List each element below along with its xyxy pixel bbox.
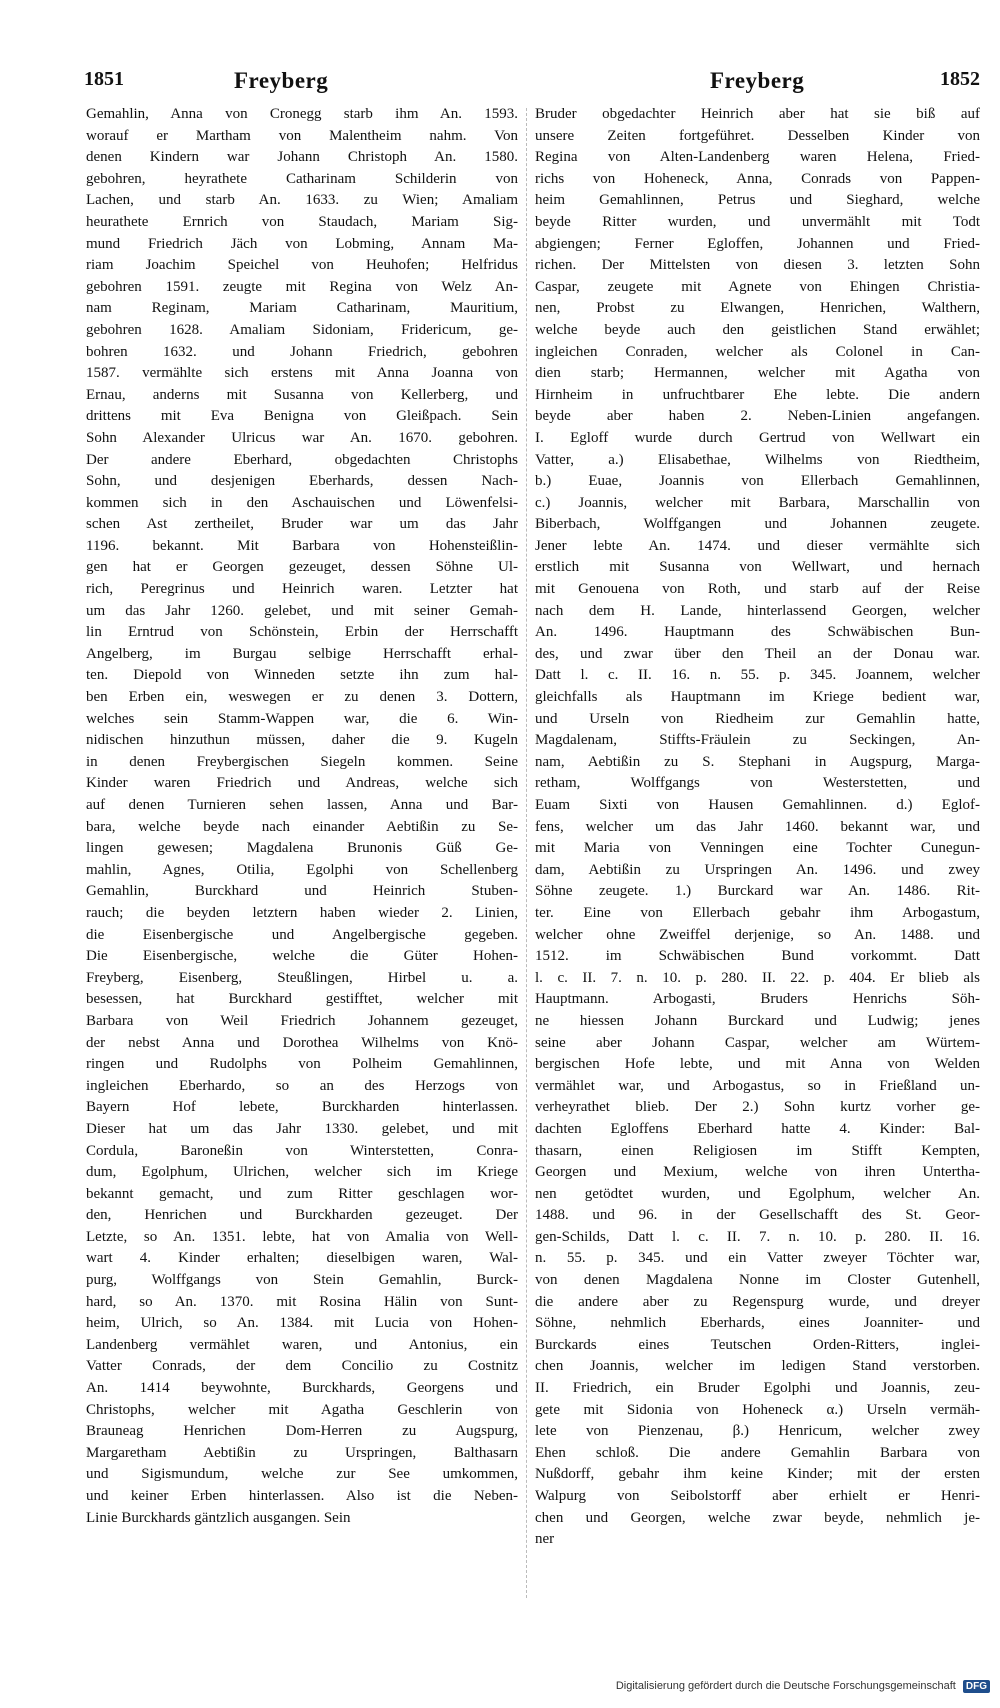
digitization-credit (0, 1680, 990, 1702)
text-line: rich, Peregrinus und Heinrich waren. Letzter hat (86, 581, 518, 598)
text-line: die andere aber zu Regenspurg wurde, und dreyer (535, 1293, 980, 1310)
text-line: Nußdorff, gebahr ihm keine Kinder; mit der ersten (535, 1466, 980, 1483)
page-number-right: 1852 (940, 68, 980, 90)
text-line: bergischen Hofe lebte, und mit Anna von Welden (535, 1056, 980, 1073)
text-line: Barbara von Weil Friedrich Johannem gezeuget, (86, 1012, 518, 1029)
text-line: ner (535, 1531, 555, 1548)
text-line: den, Henrichen und Burckharden gezeuget. Der (86, 1207, 518, 1224)
text-line: 1587. vermählte sich erstens mit Anna Joanna von (86, 365, 518, 382)
text-line: l. c. II. 7. n. 10. p. 280. II. 22. p. 404. Er blieb als (535, 969, 980, 986)
text-line: hard, so An. 1370. mit Rosina Hälin von Sunt- (86, 1293, 518, 1310)
text-line: und Sigismundum, welche zur See umkommen, (86, 1466, 518, 1483)
text-line: nam Reginam, Mariam Catharinam, Mauritium, (86, 300, 518, 317)
text-line: 1196. bekannt. Mit Barbara von Hohensteißlin- (86, 537, 518, 554)
text-line: welcher ohne Zweiffel derjenige, so An. 1488. und (535, 926, 980, 943)
text-line: seine aber Johann Caspar, welcher am Würtem- (535, 1034, 980, 1051)
text-line: purg, Wolffgangs von Stein Gemahlin, Burck- (86, 1272, 518, 1289)
text-column-right (535, 104, 980, 1644)
text-line: worauf er Martham von Malentheim nahm. Von (86, 127, 518, 144)
text-line: Margaretham Aebtißin zu Urspringen, Balthasarn (86, 1444, 518, 1461)
text-line: kommen sich in den Aschauischen und Löwenfelsi- (86, 494, 518, 511)
text-line: mit Genouena von Roth, und starb auf der Reise (535, 581, 980, 598)
text-line: chen Joannis, welcher im ledigen Stand verstorben. (535, 1358, 980, 1375)
text-line: Regina von Alten-Landenberg waren Helena, Fried- (535, 149, 980, 166)
text-line: Linie Burckhards gäntzlich ausgangen. Sein (86, 1509, 351, 1526)
text-line: Letzte, so An. 1351. lebte, hat von Amalia von Well- (86, 1228, 518, 1245)
text-line: Vatter Conrads, der dem Concilio zu Costnitz (86, 1358, 518, 1375)
text-line: An. 1414 beywohnte, Burckhards, Georgens und (86, 1380, 518, 1397)
text-line: bekannt gemacht, und zum Ritter geschlagen wor- (86, 1185, 518, 1202)
text-line: Bruder obgedachter Heinrich aber hat sie biß auf (535, 106, 980, 122)
text-line: I. Egloff wurde durch Gertrud von Wellwart ein (535, 429, 980, 446)
text-line: Die Eisenbergische, welche die Güter Hohen- (86, 948, 518, 965)
text-line: gebohren 1591. zeugte mit Regina von Welz An- (86, 278, 518, 295)
text-line: Hirnheim in unfruchtbarer Ehe lebte. Die andern (535, 386, 980, 403)
text-line: Sohn Alexander Ulricus war An. 1670. gebohren. (86, 429, 518, 446)
text-line: Walpurg von Seibolstorff aber erhielt er Henri- (535, 1488, 980, 1504)
text-line: erstlich mit Susanna von Wellwart, und hernach (535, 559, 980, 576)
text-line: Lachen, und starb An. 1633. zu Wien; Amaliam (86, 192, 518, 209)
text-line: besessen, hat Burckhard gestifftet, welcher mit (86, 991, 518, 1008)
text-line: Euam Sixti von Hausen Gemahlinnen. d.) Eglof- (535, 797, 980, 813)
text-line: dum, Egolphum, Ulrichen, welcher sich im Kriege (86, 1164, 518, 1181)
text-line: von denen Magdalena Nonne im Closter Gutenhell, (535, 1272, 980, 1289)
text-line: Freyberg, Eisenberg, Steußlingen, Hirbel u. a. (86, 969, 518, 986)
text-line: bara, welche beyde nach einander Aebtißin zu Se- (86, 818, 518, 835)
text-line: Magdalenam, Stiffts-Fräulein zu Seckingen, An- (535, 732, 980, 749)
text-line: welche beyde auch den geistlichen Stand erwählet; (535, 321, 980, 338)
text-line: Kinder waren Friedrich und Andreas, welche sich (86, 775, 518, 792)
text-line: Burckards eines Teutschen Orden-Ritters, inglei- (535, 1336, 980, 1353)
text-line: abgiengen; Ferner Egloffen, Johannen und Fried- (535, 235, 980, 252)
text-line: Vatter, a.) Elisabethae, Wilhelms von Riedtheim, (535, 451, 980, 468)
text-line: drittens mit Eva Benigna von Gleißpach. Sein (86, 408, 518, 425)
text-line: in denen Freybergischen Siegeln kommen. Seine (86, 753, 518, 770)
page-number-left: 1851 (84, 68, 124, 90)
text-line: mund Friedrich Jäch von Lobming, Annam Ma- (86, 235, 518, 252)
text-line: thasarn, einen Religiosen im Stifft Kempten, (535, 1142, 980, 1159)
text-line: retham, Wolffgangs von Westerstetten, und (535, 775, 980, 792)
text-line: unsere Zeiten fortgeführet. Desselben Kinder von (535, 127, 980, 144)
running-head-right: Freyberg (710, 68, 805, 93)
text-line: beyde aber haben 2. Neben-Linien angefangen. (535, 408, 980, 425)
text-line: mit Maria von Venningen eine Tochter Cunegun- (535, 840, 980, 857)
text-line: Caspar, zeugete mit Agnete von Ehingen Christia- (535, 278, 980, 295)
text-line: 1512. im Schwäbischen Bund vorkommt. Datt (535, 948, 980, 965)
text-line: richen. Der Mittelsten von diesen 3. letzten Sohn (535, 257, 980, 274)
text-line: 1488. und 96. in der Gesellschafft des St. Geor- (535, 1207, 980, 1224)
text-line: ringen und Rudolphs von Polheim Gemahlinnen, (86, 1056, 518, 1073)
text-line: mahlin, Agnes, Otilia, Egolphi von Schellenberg (86, 861, 518, 878)
text-line: gen-Schilds, Datt l. c. II. 7. n. 10. p. 280. II. 16. (535, 1228, 980, 1245)
text-line: ingleichen Conraden, welcher als Colonel in Can- (535, 343, 980, 360)
text-line: und keiner Erben hinterlassen. Also ist die Neben- (86, 1488, 518, 1504)
text-line: Sohn, und desjenigen Eberhards, dessen Nach- (86, 473, 518, 490)
text-line: nidischen hinzuthun müssen, daher die 9. Kugeln (86, 732, 518, 749)
text-line: n. 55. p. 345. und ein Vatter zweyer Töchter war, (535, 1250, 980, 1267)
text-line: Gemahlin, Anna von Cronegg starb ihm An. 1593. (86, 106, 518, 122)
text-line: dam, Aebtißin zu Urspringen An. 1496. und zwey (535, 861, 980, 878)
text-line: ten. Diepold von Winneden setzte ihn zum hal- (86, 667, 518, 684)
text-line: An. 1496. Hauptmann des Schwäbischen Bun- (535, 624, 980, 641)
text-line: b.) Euae, Joannis von Ellerbach Gemahlinnen, (535, 473, 980, 490)
text-line: lingen gewesen; Magdalena Brunonis Güß Ge- (86, 840, 518, 857)
text-line: dachten Egloffens Eberhard hatte 4. Kinder: Bal- (535, 1120, 980, 1137)
text-line: ter. Eine von Ellerbach gebahr ihm Arbogastum, (535, 904, 980, 921)
text-line: dien starb; Hermannen, welcher mit Agatha von (535, 365, 980, 382)
text-line: Ehen schloß. Die andere Gemahlin Barbara von (535, 1444, 980, 1461)
text-line: Datt l. c. II. 16. n. 55. p. 345. Joannem, welcher (535, 667, 980, 684)
dfg-logo: DFG (963, 1680, 990, 1693)
text-line: nen getödtet wurden, und Egolphum, welcher An. (535, 1185, 980, 1202)
text-column-left (86, 104, 518, 1644)
text-line: Bayern Hof lebete, Burckharden hinterlassen. (86, 1099, 518, 1116)
text-line: auf denen Turnieren sehen lassen, Anna und Bar- (86, 797, 518, 813)
text-line: Söhne zeugete. 1.) Burckard war An. 1486. Rit- (535, 883, 980, 900)
text-line: vermählet war, und Arbogastus, so in Frießland un- (535, 1077, 980, 1094)
text-line: heurathete Ernrich von Staudach, Mariam Sig- (86, 213, 518, 230)
text-line: verheyrathet blieb. Der 2.) Sohn kurtz vorher ge- (535, 1099, 980, 1116)
page-header (84, 68, 990, 98)
text-line: die Eisenbergische und Angelbergische gegeben. (86, 926, 518, 943)
text-line: Hauptmann. Arbogasti, Bruders Henrichs Söh- (535, 991, 980, 1008)
text-line: schen Ast zertheilet, Bruder war um das Jahr (86, 516, 518, 533)
text-line: fens, welcher um das Jahr 1460. bekannt war, und (535, 818, 980, 835)
text-line: ne hiessen Johann Burckard und Ludwig; jenes (535, 1012, 980, 1029)
text-line: Dieser hat um das Jahr 1330. gelebet, und mit (86, 1120, 518, 1137)
text-line: des, und zwar über den Theil an der Donau war. (535, 645, 980, 662)
text-line: und Urseln von Riedheim zur Gemahlin hatte, (535, 710, 980, 727)
credit-text: Digitalisierung gefördert durch die Deutsche Forschungsgemeinschaft (615, 1680, 956, 1692)
text-line: richs von Hoheneck, Anna, Conrads von Pappen- (535, 170, 980, 187)
text-line: gete mit Sidonia von Hoheneck α.) Urseln vermäh- (535, 1401, 980, 1418)
text-line: Biberbach, Wolffgangen und Johannen zeugete. (535, 516, 980, 533)
text-line: lin Erntrud von Schönstein, Erbin der Herrschafft (86, 624, 518, 641)
text-line: Cordula, Baroneßin von Winterstetten, Conra- (86, 1142, 518, 1159)
text-line: wart 4. Kinder erhalten; dieselbigen waren, Wal- (86, 1250, 518, 1267)
text-line: denen Kindern war Johann Christoph An. 1580. (86, 149, 518, 166)
text-line: bohren 1632. und Johann Friedrich, gebohren (86, 343, 518, 360)
text-line: Christophs, welcher mit Agatha Geschlerin von (86, 1401, 518, 1418)
text-line: Söhne, nehmlich Eberhards, eines Joanniter- und (535, 1315, 980, 1332)
text-line: riam Joachim Speichel von Heuhofen; Helfridus (86, 257, 518, 274)
text-line: Angelberg, im Burgau selbige Herrschafft erhal- (86, 645, 518, 662)
text-line: lete von Pienzenau, β.) Henricum, welcher zwey (535, 1423, 980, 1440)
text-line: Georgen und Mexium, welche von ihren Untertha- (535, 1164, 980, 1181)
text-line: der nebst Anna und Dorothea Wilhelms von Knö- (86, 1034, 518, 1051)
text-line: beyde Ritter wurden, und unvermählt mit Todt (535, 213, 980, 230)
text-line: um das Jahr 1260. gelebet, und mit seiner Gemah- (86, 602, 518, 619)
running-head-left: Freyberg (234, 68, 329, 93)
text-line: chen und Georgen, welche zwar beyde, nehmlich je- (535, 1509, 980, 1526)
text-line: Brauneag Henrichen Dom-Herren zu Augspurg, (86, 1423, 518, 1440)
text-line: gleichfalls als Hauptmann im Kriege bedient war, (535, 689, 980, 706)
text-line: Jener lebte An. 1474. und dieser vermählte sich (535, 537, 980, 554)
text-line: Der andere Eberhard, obgedachten Christophs (86, 451, 518, 468)
text-line: Landenberg vermählet waren, und Antonius, ein (86, 1336, 518, 1353)
text-line: welches sein Stamm-Wappen war, die 6. Win- (86, 710, 518, 727)
text-line: c.) Joannis, welcher mit Barbara, Marschallin von (535, 494, 980, 511)
text-line: ben Erben ein, weswegen er zu denen 3. Dottern, (86, 689, 518, 706)
text-line: ingleichen Eberhardo, so an des Herzogs von (86, 1077, 518, 1094)
text-line: heim, Ulrich, so An. 1384. mit Lucia von Hohen- (86, 1315, 518, 1332)
text-line: Ernau, anderns mit Susanna von Kellerberg, und (86, 386, 518, 403)
column-divider (526, 108, 527, 1598)
text-line: gebohren, heyrathete Catharinam Schilderin von (86, 170, 518, 187)
text-line: nach dem H. Lande, hinterlassend Georgen, welcher (535, 602, 980, 619)
text-line: II. Friedrich, ein Bruder Egolphi und Joannis, zeu- (535, 1380, 980, 1397)
text-line: nen, Probst zu Elwangen, Henrichen, Walthern, (535, 300, 980, 317)
text-line: gebohren 1628. Amaliam Sidoniam, Fridericum, ge- (86, 321, 518, 338)
text-line: Gemahlin, Burckhard und Heinrich Stuben- (86, 883, 518, 900)
text-line: rauch; die beyden letztern haben wieder 2. Linien, (86, 904, 518, 921)
text-line: gen hat er Georgen gezeuget, dessen Söhne Ul- (86, 559, 518, 576)
text-line: heim Gemahlinnen, Petrus und Sieghard, welche (535, 192, 980, 209)
text-line: nam, Aebtißin zu S. Stephani in Augspurg, Marga- (535, 753, 980, 770)
